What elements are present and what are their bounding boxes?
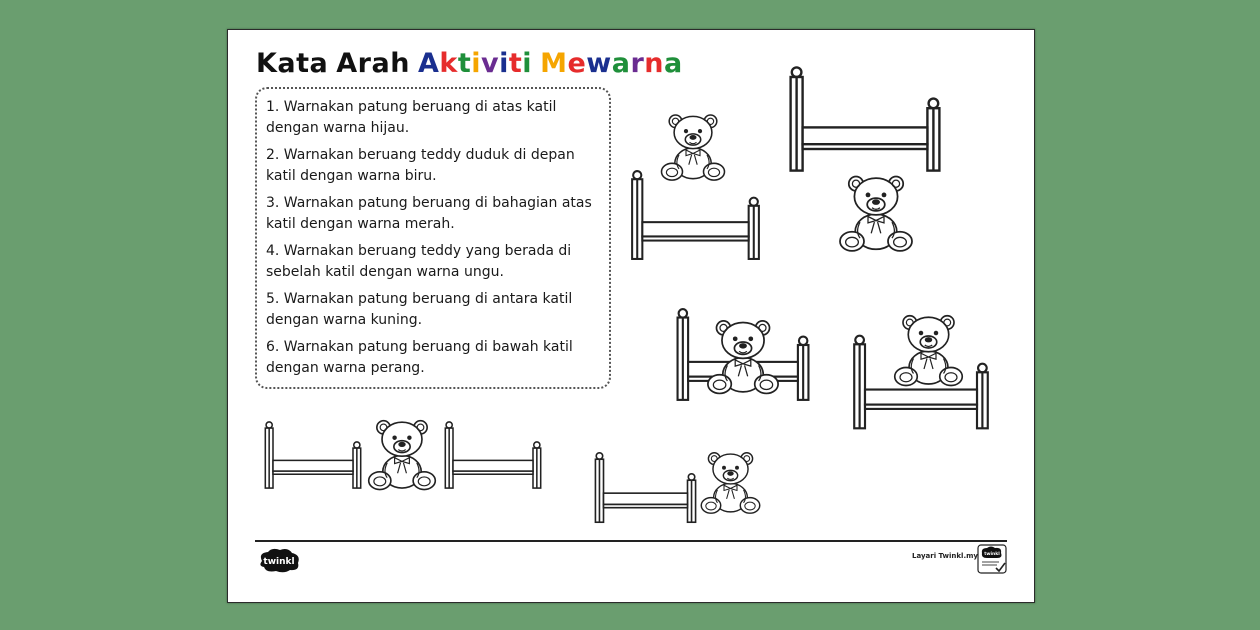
bear-under-bed-illustration — [593, 442, 768, 527]
badge-text: twinkl — [984, 552, 1000, 557]
title-letter: i — [499, 48, 509, 79]
worksheet-page — [227, 29, 1035, 603]
worksheet-title — [256, 48, 683, 79]
bear-above-bed-illustration — [674, 307, 814, 435]
title-word-mewarna — [540, 48, 683, 79]
bear-next-to-bed-illustration — [851, 307, 993, 432]
title-letter: a — [664, 48, 683, 79]
title-letter: r — [630, 48, 645, 79]
footer-divider — [255, 540, 1007, 542]
instruction-6: 6. Warnakan patung beruang di bawah katil dengan warna perang. — [266, 339, 573, 376]
title-letter: i — [471, 48, 481, 79]
title-word-kata: Kata — [256, 48, 329, 79]
bear-between-beds-illustration — [263, 409, 548, 501]
bear-on-bed-illustration — [628, 99, 763, 261]
instructions-box — [255, 87, 611, 389]
instruction-2: 2. Warnakan beruang teddy duduk di depan katil dengan warna biru. — [266, 147, 575, 184]
title-letter: M — [540, 48, 568, 79]
quality-badge — [977, 544, 1007, 574]
instruction-1: 1. Warnakan patung beruang di atas katil dengan warna hijau. — [266, 99, 557, 136]
title-word-arah: Arah — [336, 48, 410, 79]
instruction-3: 3. Warnakan patung beruang di bahagian atas katil dengan warna merah. — [266, 195, 592, 232]
instruction-4: 4. Warnakan beruang teddy yang berada di sebelah katil dengan warna ungu. — [266, 243, 572, 280]
title-letter: t — [457, 48, 472, 79]
title-letter: t — [508, 48, 523, 79]
title-letter: e — [567, 48, 587, 79]
title-letter: A — [417, 48, 440, 79]
title-letter: n — [644, 48, 664, 79]
twinkl-logo-text: twinkl — [263, 557, 295, 567]
bear-in-front-of-bed-illustration — [786, 65, 946, 277]
title-letter: i — [522, 48, 533, 79]
title-letter: w — [586, 48, 612, 79]
instruction-5: 5. Warnakan patung beruang di antara katil dengan warna kuning. — [266, 291, 573, 328]
title-letter: k — [439, 48, 458, 79]
twinkl-logo — [256, 547, 302, 573]
title-word-aktiviti — [418, 48, 532, 79]
footer-site-text: Layari Twinkl.my — [912, 552, 978, 560]
title-letter: a — [611, 48, 631, 79]
title-letter: v — [481, 48, 500, 79]
